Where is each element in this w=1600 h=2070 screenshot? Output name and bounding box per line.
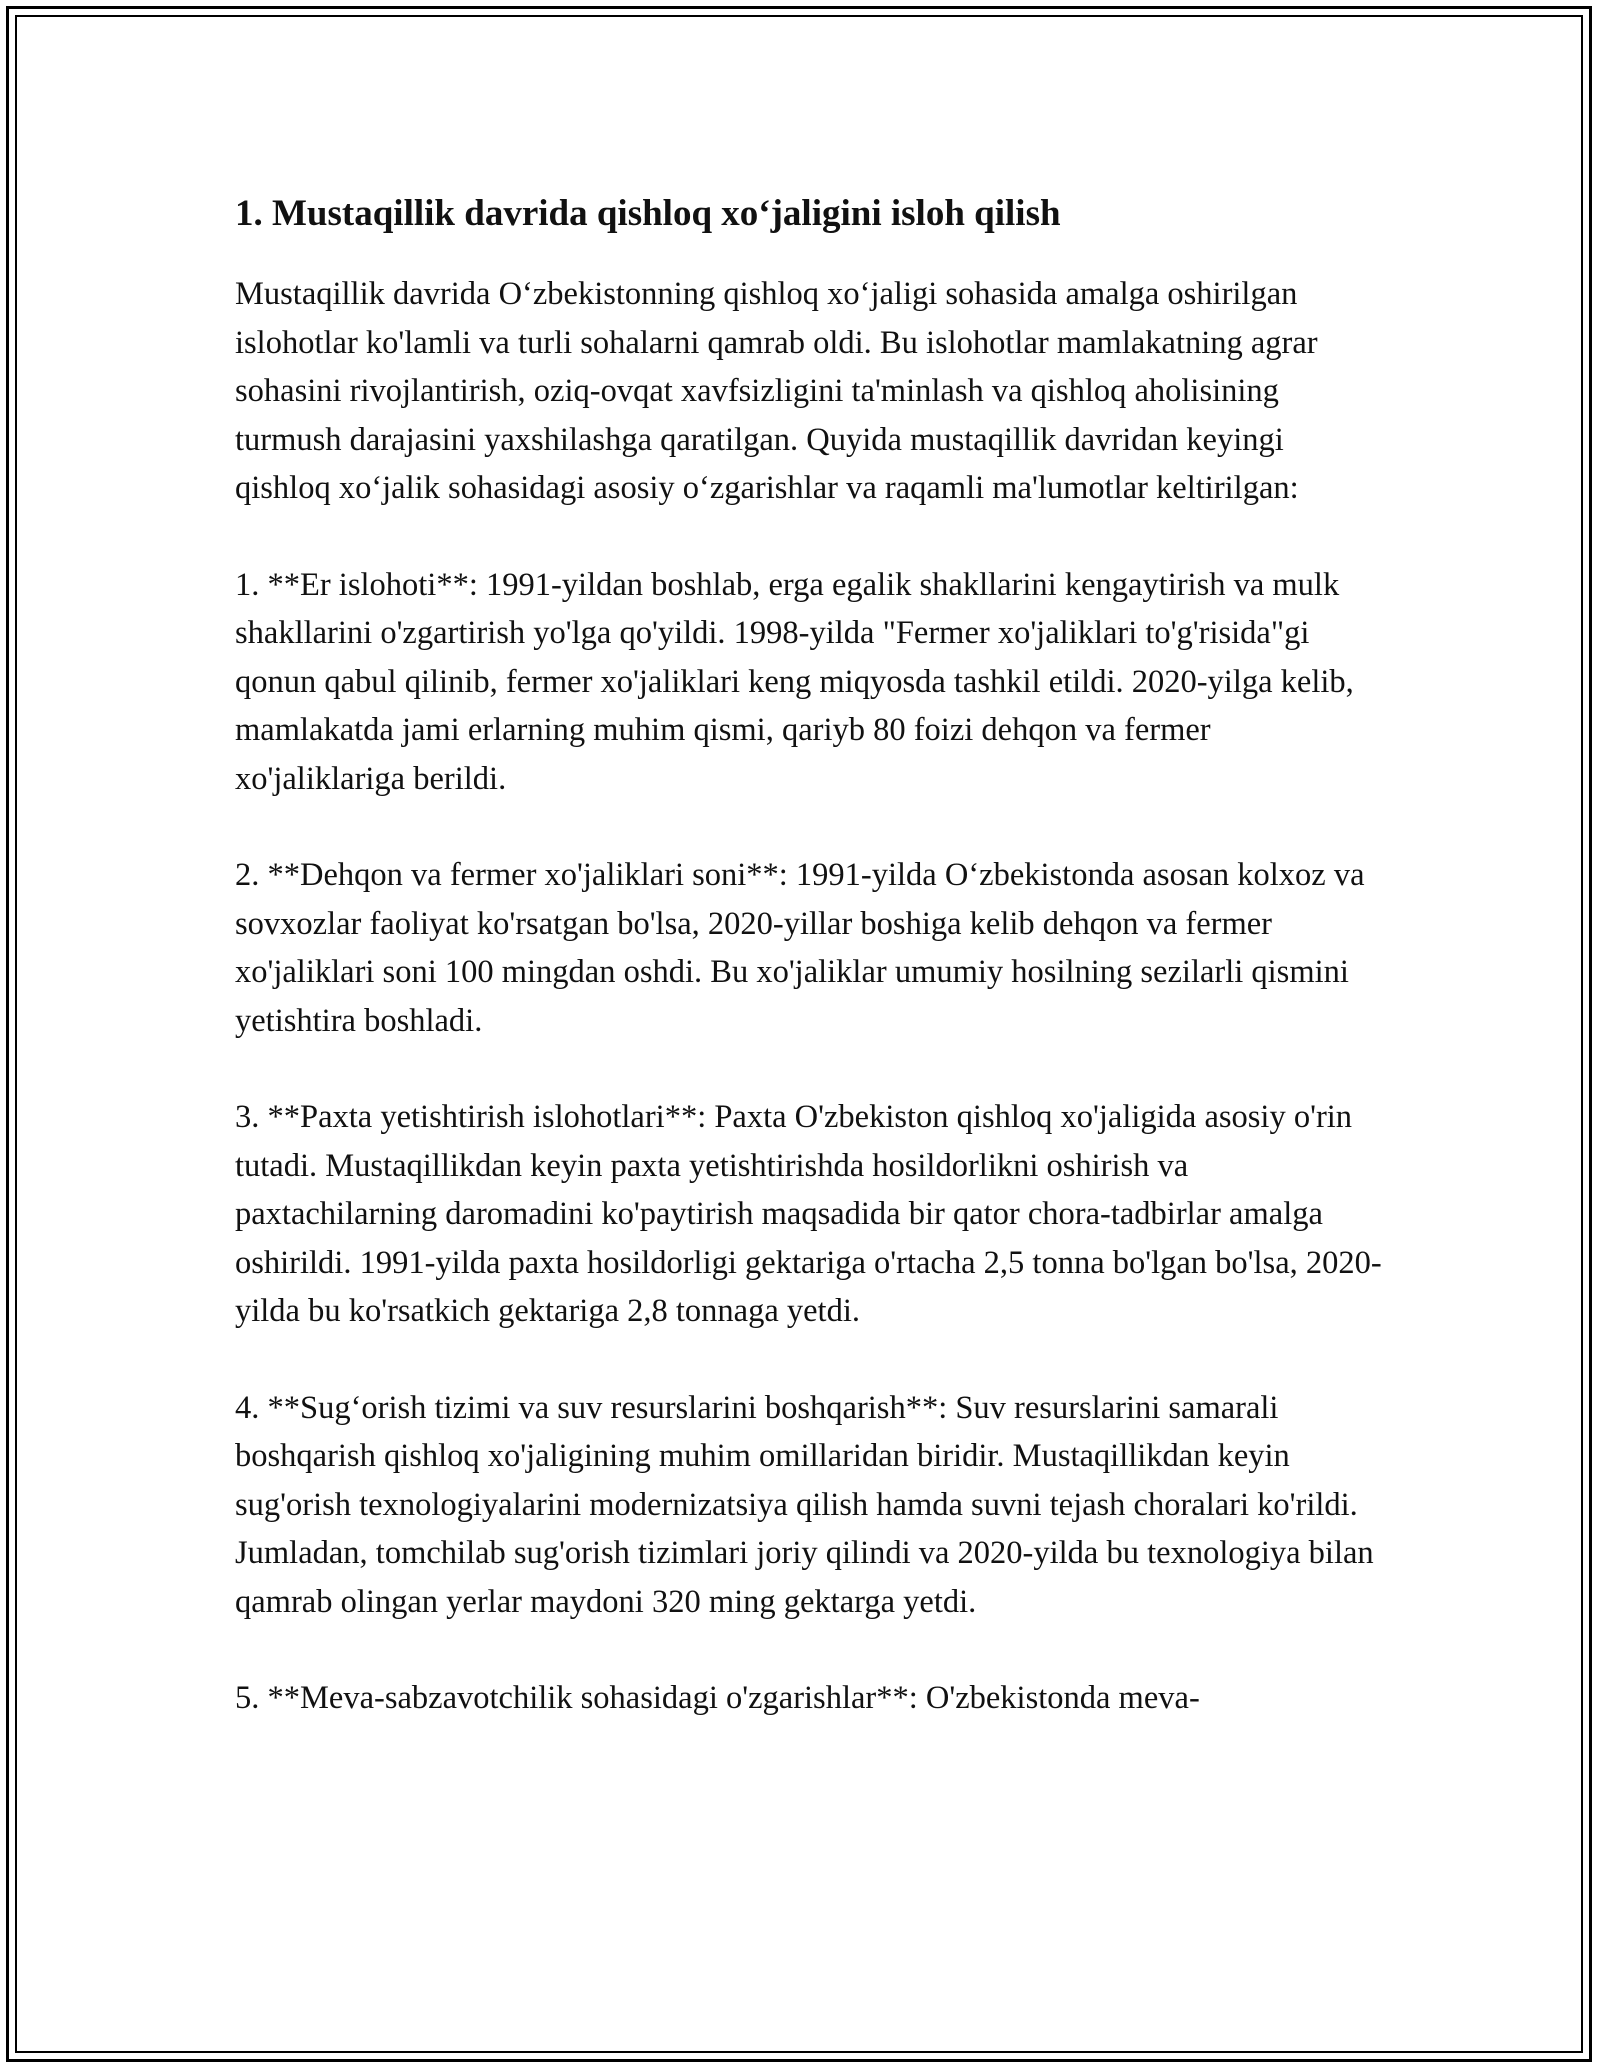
paragraph-cotton-reforms: 3. **Paxta yetishtirish islohotlari**: Paxta O'zbekiston qishloq xo'jaligida asosiy o'rin tutadi. Mustaqillikdan keyin paxta yetishtirishda hosildorlikni oshirish va paxtachilarning daromadini ko'paytirish maqsadida bir qator chora-tadbirlar amalga oshirildi. 1991-yilda paxta hosildorligi gektariga o'rtacha 2,5 tonna bo'lgan bo'lsa, 2020-yilda bu ko'rsatkich gektariga 2,8 tonnaga yetdi. xyxy=(235,1099,1382,1329)
intro-paragraph: Mustaqillik davrida O‘zbekistonning qishloq xo‘jaligi sohasida amalga oshirilgan islohotlar ko'lamli va turli sohalarni qamrab oldi. Bu islohotlar mamlakatning agrar sohasini rivojlantirish, oziq-ovqat xavfsizligini ta'minlash va qishloq aholisining turmush darajasini yaxshilashga qaratilgan. Quyida mustaqillik davridan keyingi qishloq xo‘jalik sohasidagi asosiy o‘zgarishlar va raqamli ma'lumotlar keltirilgan: xyxy=(235,276,1318,506)
paragraph-horticulture: 5. **Meva-sabzavotchilik sohasidagi o'zgarishlar**: O'zbekistonda meva- xyxy=(235,1680,1200,1716)
paragraph-farm-count: 2. **Dehqon va fermer xo'jaliklari soni**: 1991-yilda O‘zbekistonda asosan kolxoz va sovxozlar faoliyat ko'rsatgan bo'lsa, 2020-yillar boshiga kelib dehqon va fermer xo'jaliklari soni 100 mingdan oshdi. Bu xo'jaliklar umumiy hosilning sezilarli qismini yetishtira boshladi. xyxy=(235,857,1365,1039)
document-body xyxy=(235,188,1385,1723)
paragraph-land-reform: 1. **Er islohoti**: 1991-yildan boshlab, erga egalik shakllarini kengaytirish va mulk shakllarini o'zgartirish yo'lga qo'yildi. 1998-yilda "Fermer xo'jaliklari to'g'risida"gi qonun qabul qilinib, fermer xo'jaliklari keng miqyosda tashkil etildi. 2020-yilga kelib, mamlakatda jami erlarning muhim qismi, qariyb 80 foizi dehqon va fermer xo'jaliklariga berildi. xyxy=(235,566,1354,797)
document-title: 1. Mustaqillik davrida qishloq xo‘jaligini isloh qilish xyxy=(235,193,1061,234)
paragraph-irrigation: 4. **Sug‘orish tizimi va suv resurslarini boshqarish**: Suv resurslarini samarali boshqarish qishloq xo'jaligining muhim omillaridan biridir. Mustaqillikdan keyin sug'orish texnologiyalarini modernizatsiya qilish hamda suvni tejash choralari ko'rildi. Jumladan, tomchilab sug'orish tizimlari joriy qilindi va 2020-yilda bu texnologiya bilan qamrab olingan yerlar maydoni 320 ming gektarga yetdi. xyxy=(235,1389,1374,1620)
